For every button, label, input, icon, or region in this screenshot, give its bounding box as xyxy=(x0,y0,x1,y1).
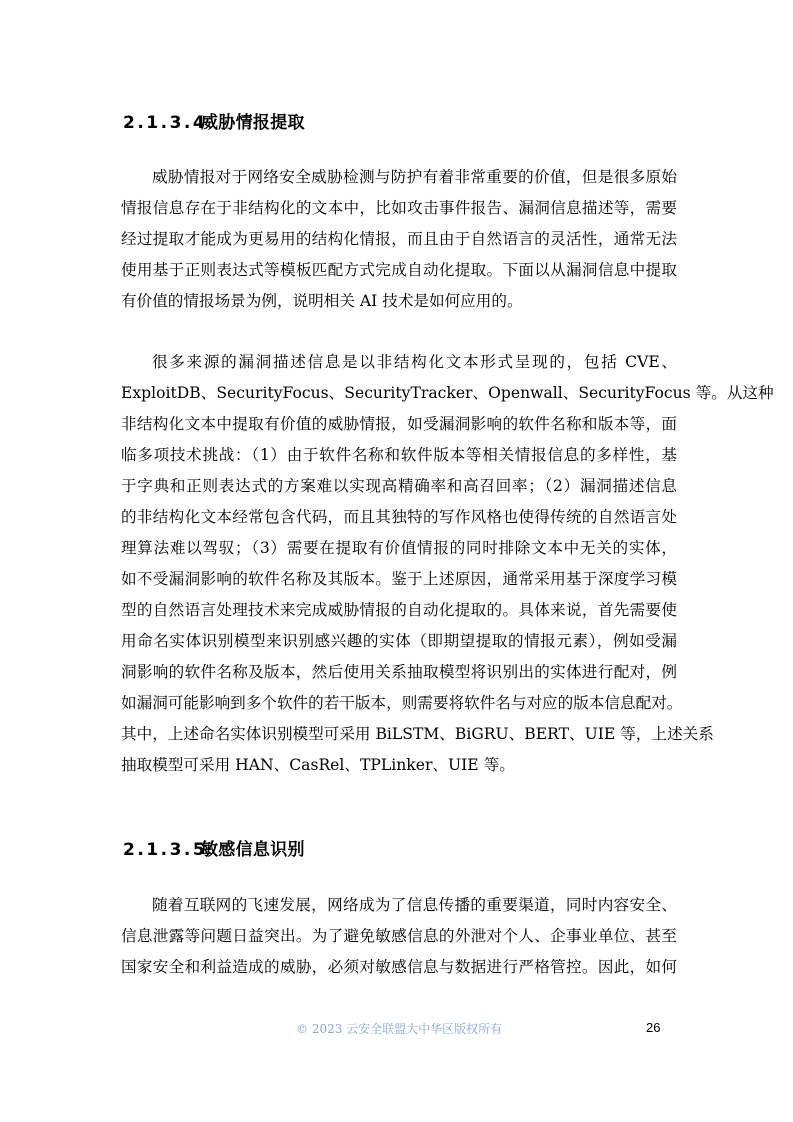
paragraph-line: 有价值的情报场景为例，说明相关 AI 技术是如何应用的。 xyxy=(121,292,523,310)
paragraph-line: 非结构化文本中提取有价值的威胁情报，如受漏洞影响的软件名称和版本等，面 xyxy=(121,415,677,433)
paragraph-line: ExploitDB、SecurityFocus、SecurityTracker、Openwall、SecurityFocus 等。从这种 xyxy=(121,384,774,402)
section-number: 2.1.3.4 xyxy=(123,113,208,133)
paragraph-line: 威胁情报对于网络安全威胁检测与防护有着非常重要的价值，但是很多原始 xyxy=(152,168,677,186)
paragraph-line: 很多来源的漏洞描述信息是以非结构化文本形式呈现的，包括 CVE、 xyxy=(152,353,677,371)
page-footer xyxy=(0,1020,793,1040)
paragraph-line: 洞影响的软件名称及版本，然后使用关系抽取模型将识别出的实体进行配对，例 xyxy=(121,663,677,681)
paragraph-line: 其中，上述命名实体识别模型可采用 BiLSTM、BiGRU、BERT、UIE 等，上述关系 xyxy=(121,725,714,743)
paragraph-line: 型的自然语言处理技术来完成威胁情报的自动化提取的。具体来说，首先需要使 xyxy=(121,601,677,619)
paragraph-line: 如漏洞可能影响到多个软件的若干版本，则需要将软件名与对应的版本信息配对。 xyxy=(121,694,683,712)
section-heading-2-1-3-4 xyxy=(123,108,305,133)
section-title: 敏感信息识别 xyxy=(201,840,305,860)
paragraph-line: 理算法难以驾驭；（3）需要在提取有价值情报的同时排除文本中无关的实体， xyxy=(121,539,677,557)
paragraph-line: 用命名实体识别模型来识别感兴趣的实体（即期望提取的情报元素），例如受漏 xyxy=(121,632,677,650)
copyright-notice: © 2023 云安全联盟大中华区版权所有 xyxy=(296,1022,503,1036)
paragraph-line: 随着互联网的飞速发展，网络成为了信息传播的重要渠道，同时内容安全、 xyxy=(152,896,677,914)
page-number: 26 xyxy=(646,1020,661,1035)
section-number: 2.1.3.5 xyxy=(123,840,208,860)
paragraph-line: 于字典和正则表达式的方案难以实现高精确率和高召回率；（2）漏洞描述信息 xyxy=(121,477,677,495)
paragraph-line: 临多项技术挑战：（1）由于软件名称和软件版本等相关情报信息的多样性，基 xyxy=(121,446,677,464)
paragraph-line: 情报信息存在于非结构化的文本中，比如攻击事件报告、漏洞信息描述等，需要 xyxy=(121,199,677,217)
paragraph-line: 经过提取才能成为更易用的结构化情报，而且由于自然语言的灵活性，通常无法 xyxy=(121,230,677,248)
section-title: 威胁情报提取 xyxy=(201,113,305,133)
paragraph-line: 国家安全和利益造成的威胁，必须对敏感信息与数据进行严格管控。因此，如何 xyxy=(121,958,677,976)
section-heading-2-1-3-5 xyxy=(123,835,305,860)
paragraph-line: 如不受漏洞影响的软件名称及其版本。鉴于上述原因，通常采用基于深度学习模 xyxy=(121,570,677,588)
paragraph-line: 使用基于正则表达式等模板匹配方式完成自动化提取。下面以从漏洞信息中提取 xyxy=(121,261,677,279)
paragraph-line: 抽取模型可采用 HAN、CasRel、TPLinker、UIE 等。 xyxy=(121,756,515,774)
paragraph-line: 信息泄露等问题日益突出。为了避免敏感信息的外泄对个人、企事业单位、甚至 xyxy=(121,927,677,945)
paragraph-line: 的非结构化文本经常包含代码，而且其独特的写作风格也使得传统的自然语言处 xyxy=(121,508,677,526)
